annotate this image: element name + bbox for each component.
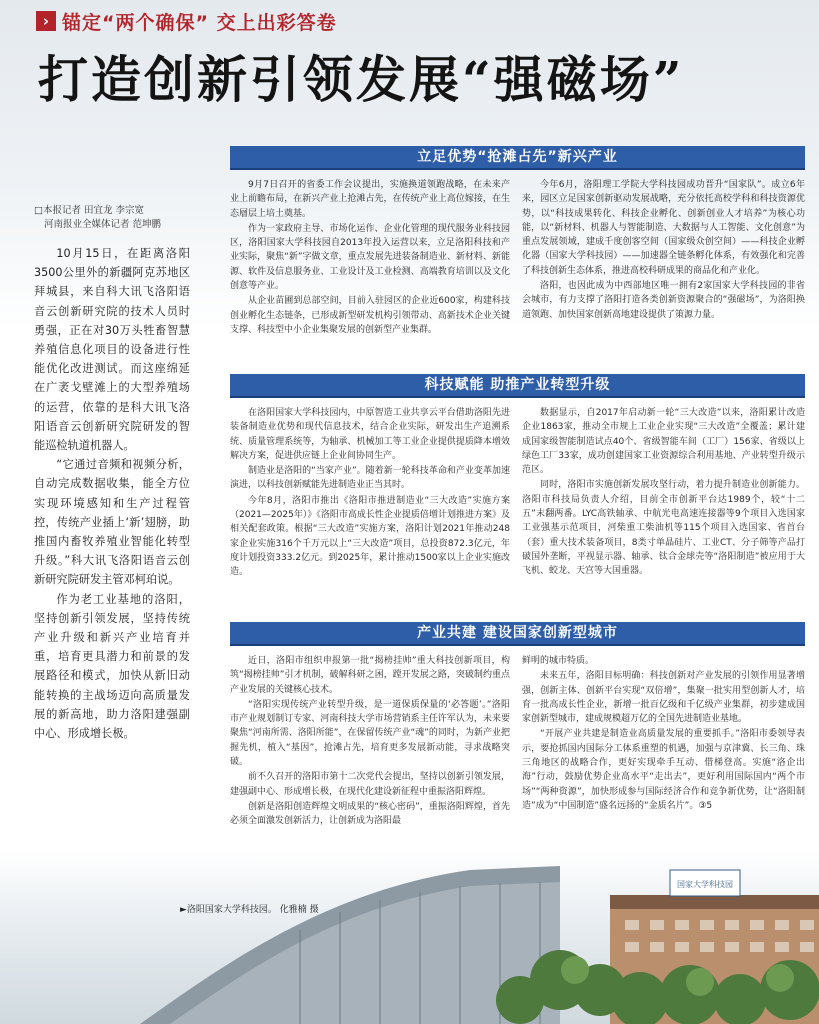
paragraph: 今年8月，洛阳市推出《洛阳市推进制造业“三大改造”实施方案（2021—2025年）》《洛阳市高成长性企业提质倍增计划推进方案》及相关配套政策。根据“三大改造”实施方案，洛阳计划2021年推动248家企业实施316个千万元以上“三大改造”项目，总投资872.3亿元，年度计划投资333.2亿元。到2025年，累计推动1500家以上企业实施改造。 [230,495,510,578]
section3-col-right [522,654,805,846]
chevron-right-icon: › [36,11,56,31]
section2-col-right [522,406,805,606]
building-sign-text: 国家大学科技园 [677,880,733,889]
paragraph: 前不久召开的洛阳市第十二次党代会提出，坚持以创新引领发展，建强副中心、形成增长极，在现代化建设新征程中重振洛阳辉煌。 [230,772,510,797]
paragraph: 近日，洛阳市组织申报第一批“揭榜挂帅”重大科技创新项目，构筑“揭榜挂帅”引才机制，破解科研之困，蹚开发展之路，突破制约重点产业发展的关键核心技术。 [230,656,510,695]
paragraph: 洛阳，也因此成为中西部地区唯一拥有2家国家大学科技园的非省会城市，有力支撑了洛阳打造各类创新资源聚合的“强磁场”，为洛阳换道领跑、加快国家创新高地建设提供了策源力量。 [522,281,805,320]
section-header: 科技赋能 助推产业转型升级 [230,374,805,398]
paragraph: 数据显示，自2017年启动新一轮“三大改造”以来，洛阳累计改造企业1863家，推动全市规上工业企业实现“三大改造”全覆盖；累计建成国家级智能制造试点40个、省级智能车间（工厂）156家、省级以上绿色工厂33家，成功创建国家工业资源综合利用基地、产业转型升级示范区。 [522,408,805,476]
paragraph: 同时，洛阳市实施创新发展攻坚行动，着力提升制造业创新能力。洛阳市科技局负责人介绍，目前全市创新平台达1989个，较“十二五”末翻两番。LYC高铁轴承、中航光电高速连接器等9个项目入选国家工业强基示范项目，河柴重工柴油机等115个项目入选国家、省首台（套）重大技术装备项目，8类寸单晶硅片、工业CT、分子筛等产品打破国外垄断，平视显示器、轴承、钛合金球壳等“洛阳制造”被应用于大飞机、蛟龙、天宫等大国重器。 [522,480,805,577]
paragraph: 作为一家政府主导、市场化运作、企业化管理的现代服务业科技园区，洛阳国家大学科技园自2013年投入运营以来，立足洛阳科技和产业实际，聚焦“新”字做文章，重点发展先进装备制造业、新材料、新能源、软件及信息服务业、工业设计及工业检测、高端教育培训以及文化创意等产业。 [230,223,510,292]
byline-reporters: □本报记者 田宜龙 李宗宽 [34,205,145,216]
paragraph: 鲜明的城市特质。 [522,656,595,666]
section-header: 产业共建 建设国家创新型城市 [230,622,805,646]
lead-column [34,244,190,784]
paragraph: “洛阳实现传统产业转型升级，是一道保质保量的‘必答题’。”洛阳市产业规划制订专家、河南科技大学市场营销系主任许军认为，未来要聚焦“河南所需、洛阳所能”，在保留传统产业“魂”的同时，为新产业把握先机，植入“基因”，抢滩占先，培育更多发展新动能，寻求战略突破。 [230,699,510,768]
section3-col-left [230,654,510,846]
science-park-photo [0,850,819,1024]
paragraph: 今年6月，洛阳理工学院大学科技园成功晋升“国家队”。成立6年来，园区立足国家创新驱动发展战略，充分依托高校学科和科技资源优势，以“科技成果转化、科技企业孵化、创新创业人才培养”为核心功能，以“新材料、机器人与智能制造、大数据与人工智能、文化创意”为重点发展领域，建成千度创客空间（国家级众创空间）——科技企业孵化器（国家大学科技园）——加速器全链条孵化体系，有效强化和完善了科技创新生态体系，推进高校科研成果的商品化和产业化。 [522,180,805,276]
paragraph: 从企业苗圃到总部空间，目前入驻园区的企业近600家，构建科技创业孵化生态链条，已形成新型研发机构引领带动、高新技术企业关键支撑、科技型中小企业集聚发展的创新型产业集群。 [230,296,510,335]
section2-col-left [230,406,510,606]
building-illustration [0,850,819,1024]
paragraph: 未来五年，洛阳目标明确：科技创新对产业发展的引领作用显著增强，创新主体、创新平台实现“双倍增”，集聚一批实用型创新人才，培育一批高成长性企业，新增一批百亿级和千亿级产业集群，初步建成国家创新型城市，建成规模超万亿的全国先进制造业基地。 [522,671,805,725]
kicker-text: 锚定“两个确保” 交上出彩答卷 [62,11,337,34]
photo-caption: ►洛阳国家大学科技园。 化雅楠 摄 [180,905,319,915]
lead-paragraph: 10月15日，在距离洛阳3500公里外的新疆阿克苏地区拜城县，来自科大讯飞洛阳语音云创新研究院的技术人员时勇强，正在对30万头牲畜智慧养殖信息化项目的设备进行性能优化改进测试。而这座绵延在广袤戈壁滩上的大型养殖场的运营，依靠的是科大讯飞洛阳语音云创新研究院研发的智能巡检轨道机器人。 [34,247,190,453]
paragraph: “开展产业共建是制造业高质量发展的重要抓手。”洛阳市委领导表示，要抢抓国内国际分工体系重塑的机遇，加强与京津冀、长三角、珠三角地区的战略合作，更好实现牵手互动、借梯登高。实施“洛企出海”行动，鼓励优势企业高水平“走出去”，更好利用国际国内“两个市场”“两种资源”，加快形成参与国际经济合作和竞争新优势，让“洛阳制造”成为“中国制造”盛名远扬的“金质名片”。③5 [522,729,805,811]
section1-col-left [230,178,510,378]
lead-paragraph: “它通过音频和视频分析，自动完成数据收集，能全方位实现环境感知和生产过程管控，传统产业插上‘新’翅膀，助推国内畜牧养殖业智能化转型升级。”科大讯飞洛阳语音云创新研究院研发主管邓柯珀说。 [34,458,190,587]
roof-band [610,895,819,909]
byline [34,204,224,232]
kicker [36,8,337,34]
byline-media: 河南报业全媒体记者 范坤鹏 [44,219,162,230]
paragraph: 创新是洛阳创造辉煌文明成果的“核心密码”，重振洛阳辉煌，首先必须全面激发创新活力，让创新成为洛阳最 [230,801,510,827]
lead-paragraph: 作为老工业基地的洛阳，坚持创新引领发展，坚持传统产业升级和新兴产业培育并重，培育更具潜力和前景的发展路径和模式，加快从新旧动能转换的主战场迈向高质量发展的新高地，助力洛阳建强副中心、形成增长极。 [34,592,190,741]
paragraph: 9月7日召开的省委工作会议提出，实施换道领跑战略，在未来产业上前瞻布局，在新兴产业上抢滩占先，在传统产业上高位嫁接，在生态層层上培土奠基。 [230,180,510,219]
headline: 打造创新引领发展“强磁场” [38,50,685,109]
section1-col-right [522,178,805,378]
paragraph: 在洛阳国家大学科技园内，中原智造工业共享云平台借助洛阳先进装备制造业优势和现代信息技术，结合企业实际，研发出生产追溯系统、质量管理系统等，为轴承、机械加工等工业企业提供提质降本增效解决方案，促进供应链上企业间协同生产。 [230,408,510,461]
section-header: 立足优势“抢滩占先”新兴产业 [230,146,805,170]
paragraph: 制造业是洛阳的“当家产业”。随着新一轮科技革命和产业变革加速演进，以科技创新赋能先进制造业正当其时。 [230,466,510,491]
